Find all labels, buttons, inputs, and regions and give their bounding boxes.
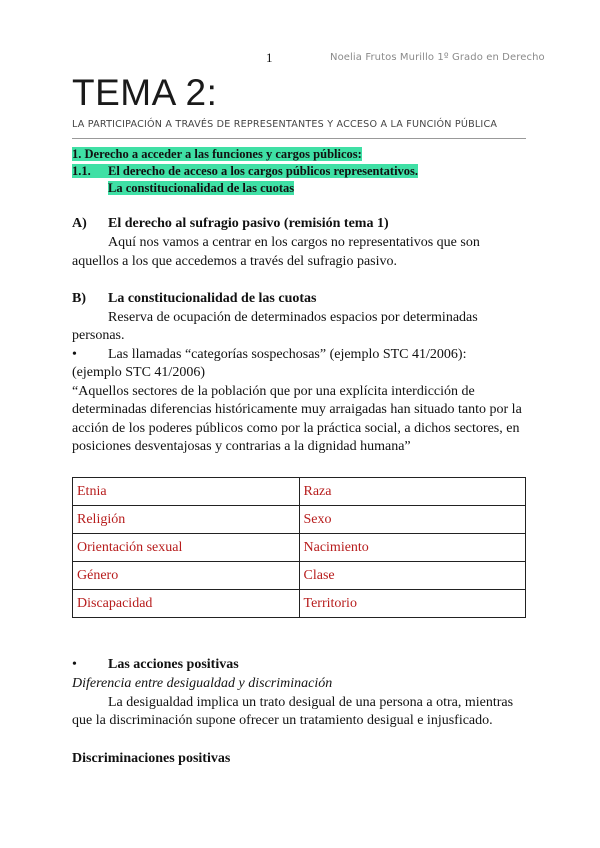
section-b-title: La constitucionalidad de las cuotas [108, 291, 317, 306]
table-row [73, 562, 526, 590]
section-a-text1: Aquí nos vamos a centrar en los cargos no representativos que son [108, 235, 480, 250]
title-divider [72, 138, 526, 139]
section-1-1-line1: El derecho de acceso a los cargos públicos representativos. [108, 164, 419, 178]
section-b-letter: B) [72, 291, 86, 306]
page-title: TEMA 2: [72, 72, 218, 113]
bullet-text: Las llamadas “categorías sospechosas” (ejemplo STC 41/2006): [108, 347, 467, 362]
section-b-heading [72, 290, 528, 309]
section-a-heading [72, 215, 528, 234]
section-a-title: El derecho al sufragio pasivo (remisión tema 1) [108, 216, 389, 231]
table-cell: Sexo [299, 506, 526, 534]
section-1-label: 1. Derecho a acceder a las funciones y cargos públicos: [72, 147, 362, 161]
positive-actions-title: Las acciones positivas [108, 657, 239, 672]
quote-line-1: “Aquellos sectores de la población que por una explícita interdicción de [72, 384, 475, 399]
section-1-heading [72, 146, 364, 162]
section-b-text1: Reserva de ocupación de determinados espacios por determinadas [108, 310, 478, 325]
section-b-text2: personas. [72, 328, 125, 343]
header-author: Noelia Frutos Murillo 1º Grado en Derecho [330, 52, 545, 63]
bullet-item [72, 346, 528, 365]
discriminations-heading: Discriminaciones positivas [72, 751, 231, 766]
positive-text2: que la discriminación supone ofrecer un tratamiento desigual e injusficado. [72, 713, 493, 728]
positive-bullet-glyph: • [72, 657, 77, 672]
table-cell: Nacimiento [299, 534, 526, 562]
suspect-categories-table [72, 477, 526, 618]
table-cell: Discapacidad [73, 590, 300, 618]
section-1-1-line2-wrap [108, 180, 304, 196]
page-subtitle: LA PARTICIPACIÓN A TRAVÉS DE REPRESENTANTES Y ACCESO A LA FUNCIÓN PÚBLICA [72, 119, 498, 130]
section-1-1-heading [72, 163, 434, 179]
positive-actions-heading [72, 656, 528, 675]
page-number: 1 [266, 50, 273, 65]
table-cell: Clase [299, 562, 526, 590]
section-a-text2: aquellos a los que accedemos a través del sufragio pasivo. [72, 254, 398, 269]
table-cell: Género [73, 562, 300, 590]
quote-line-2: determinadas diferencias históricamente muy arraigadas han situado tanto por la [72, 402, 522, 417]
table-row [73, 534, 526, 562]
table-row [73, 506, 526, 534]
table-cell: Territorio [299, 590, 526, 618]
table-cell: Orientación sexual [73, 534, 300, 562]
table-cell: Religión [73, 506, 300, 534]
section-a-letter: A) [72, 216, 87, 231]
positive-text1: La desigualdad implica un trato desigual de una persona a otra, mientras [108, 695, 514, 710]
table-cell: Raza [299, 478, 526, 506]
table-row [73, 478, 526, 506]
section-1-1-number: 1.1. [72, 164, 91, 178]
bullet-glyph: • [72, 347, 77, 362]
section-1-1-line2: La constitucionalidad de las cuotas [108, 181, 295, 195]
positive-subheading: Diferencia entre desigualdad y discriminación [72, 676, 333, 691]
table-cell: Etnia [73, 478, 300, 506]
table-row [73, 590, 526, 618]
bullet-text-continued: (ejemplo STC 41/2006) [72, 365, 205, 380]
quote-line-3: acción de los poderes públicos como por la práctica social, a dichos sectores, en [72, 421, 520, 436]
quote-line-4: posiciones desventajosas y contrarias a la dignidad humana” [72, 439, 411, 454]
